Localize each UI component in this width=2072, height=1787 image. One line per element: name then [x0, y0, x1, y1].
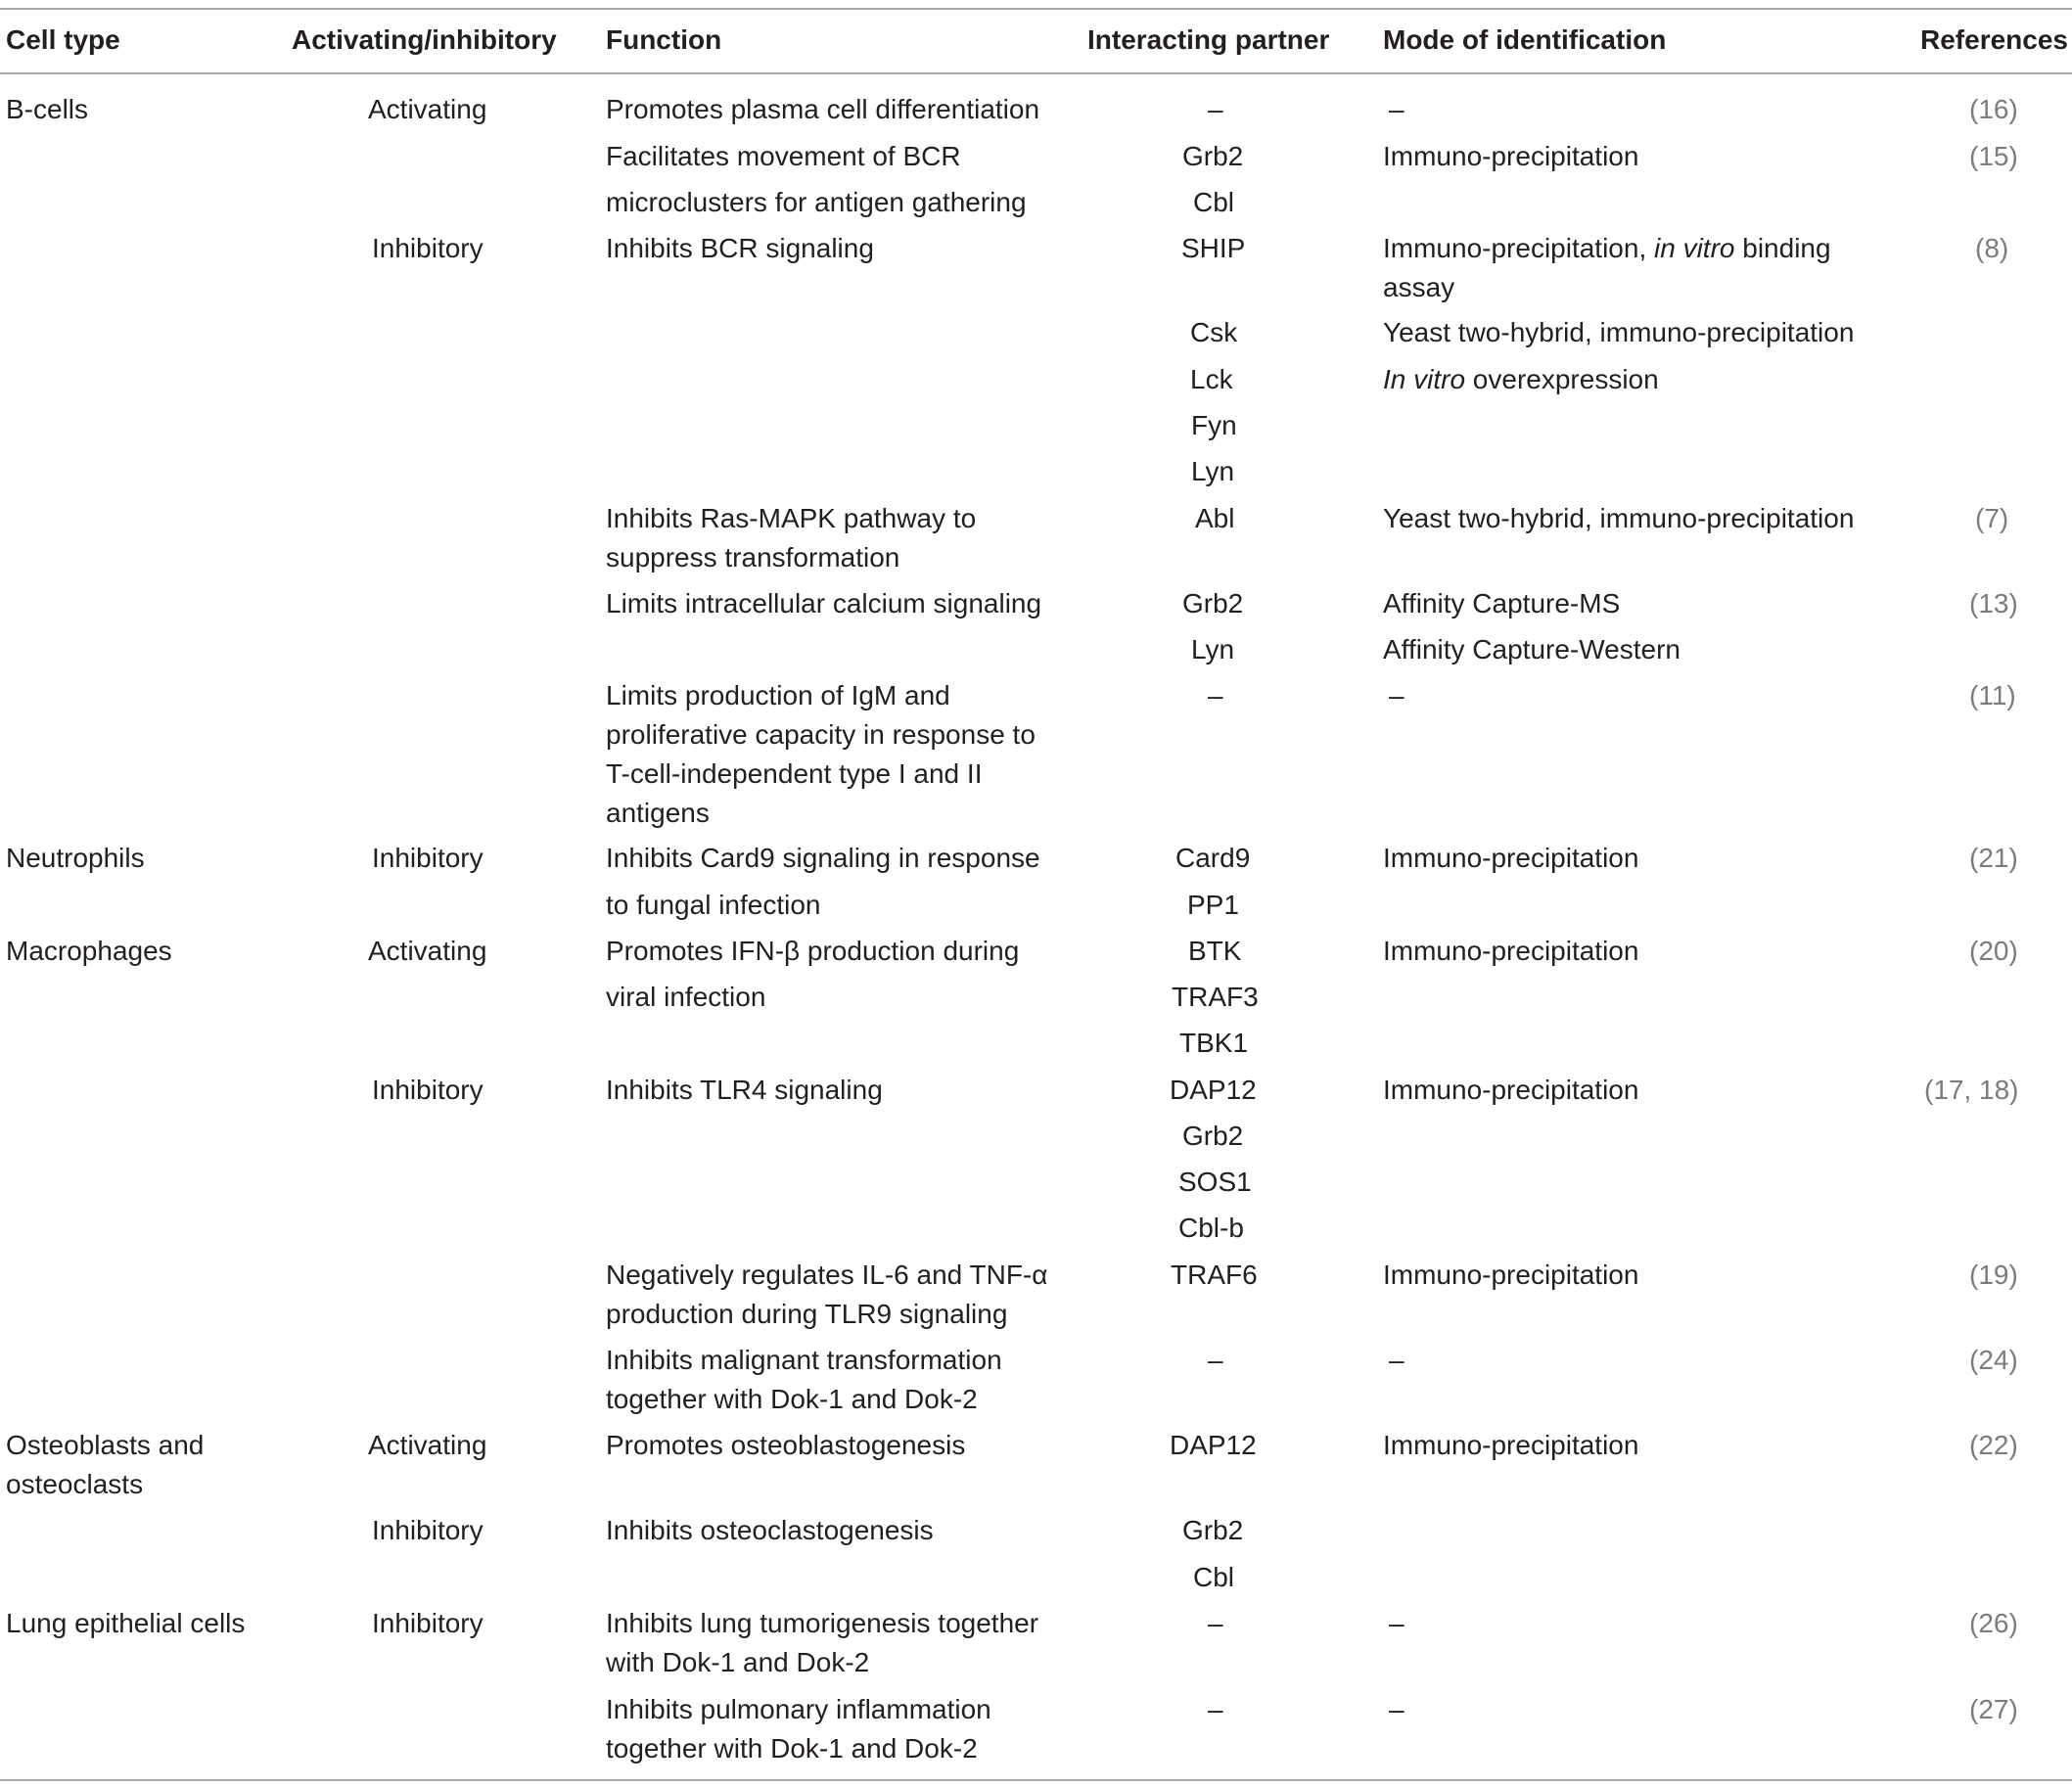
partner-text: PP1: [1187, 890, 1239, 920]
partner-text: Grb2: [1182, 141, 1244, 171]
partner-text: TBK1: [1179, 1028, 1249, 1058]
function-text: T-cell-independent type I and II: [606, 758, 983, 789]
activity-label: Inhibitory: [372, 1608, 483, 1638]
reference-text: (27): [1969, 1694, 2018, 1724]
activity-label: Inhibitory: [372, 233, 483, 263]
top-rule: [0, 8, 2072, 10]
activity-label: Activating: [368, 936, 487, 966]
function-text: Promotes plasma cell differentiation: [606, 94, 1040, 124]
function-text: viral infection: [606, 982, 766, 1012]
header-references: References: [1920, 24, 2068, 55]
mode-text: assay: [1383, 272, 1455, 302]
cell-type-osteo: Osteoblasts and: [6, 1430, 205, 1460]
mode-text: Immuno-precipitation: [1383, 843, 1639, 873]
function-text: production during TLR9 signaling: [606, 1299, 1008, 1329]
mode-text: Yeast two-hybrid, immuno-precipitation: [1383, 503, 1855, 533]
activity-label: Inhibitory: [372, 843, 483, 873]
function-text: Inhibits osteoclastogenesis: [606, 1515, 934, 1545]
reference-text: (20): [1969, 936, 2018, 966]
function-text: Inhibits TLR4 signaling: [606, 1075, 883, 1105]
mode-text: Affinity Capture-Western: [1383, 634, 1681, 664]
mode-text-italic: in vitro: [1654, 233, 1735, 263]
cell-type-osteo: osteoclasts: [6, 1469, 144, 1499]
partner-text: Cbl-b: [1178, 1213, 1244, 1243]
reference-text: (17, 18): [1924, 1075, 2019, 1105]
cell-type-lung: Lung epithelial cells: [6, 1608, 246, 1638]
mode-text: [1383, 360, 1659, 399]
partner-text: DAP12: [1170, 1430, 1257, 1460]
mode-text: –: [1389, 1694, 1404, 1724]
cell-type-bcells: B-cells: [6, 94, 89, 124]
cell-type-neutrophils: Neutrophils: [6, 843, 145, 873]
function-text: Promotes osteoblastogenesis: [606, 1430, 966, 1460]
reference-text: (21): [1969, 843, 2018, 873]
mode-text: Immuno-precipitation: [1383, 1430, 1639, 1460]
reference-text: (26): [1969, 1608, 2018, 1638]
activity-label: Activating: [368, 94, 487, 124]
mode-text: [1383, 229, 1831, 268]
reference-text: (11): [1969, 680, 2016, 710]
function-text: Promotes IFN-β production during: [606, 936, 1020, 966]
reference-text: (8): [1975, 233, 2009, 263]
partner-text: TRAF3: [1172, 982, 1259, 1012]
partner-text: –: [1208, 680, 1223, 710]
partner-text: Csk: [1190, 317, 1238, 347]
mode-text-part: binding: [1734, 233, 1831, 263]
function-text: Inhibits lung tumorigenesis together: [606, 1608, 1039, 1638]
activity-label: Activating: [368, 1430, 487, 1460]
partner-text: SHIP: [1181, 233, 1246, 263]
header-mode-of-identification: Mode of identification: [1383, 24, 1667, 55]
reference-text: (16): [1969, 94, 2018, 124]
function-text: Inhibits Ras-MAPK pathway to: [606, 503, 977, 533]
reference-text: (7): [1975, 503, 2009, 533]
header-interacting-partner: Interacting partner: [1087, 24, 1330, 55]
mode-text-italic: In vitro: [1383, 364, 1466, 394]
mode-text: Yeast two-hybrid, immuno-precipitation: [1383, 317, 1855, 347]
partner-text: Grb2: [1182, 588, 1244, 619]
partner-text: Grb2: [1182, 1515, 1244, 1545]
partner-text: –: [1208, 1694, 1223, 1724]
partner-text: Abl: [1195, 503, 1235, 533]
mode-text: Immuno-precipitation: [1383, 1260, 1639, 1290]
reference-text: (15): [1969, 141, 2018, 171]
header-rule: [0, 72, 2072, 74]
activity-label: Inhibitory: [372, 1075, 483, 1105]
mode-text: –: [1389, 680, 1404, 710]
activity-label: Inhibitory: [372, 1515, 483, 1545]
function-text: Limits production of IgM and: [606, 680, 950, 710]
function-text: Inhibits BCR signaling: [606, 233, 874, 263]
partner-text: Lck: [1190, 364, 1233, 394]
partner-text: TRAF6: [1171, 1260, 1258, 1290]
header-activating-inhibitory: Activating/inhibitory: [292, 24, 557, 55]
bottom-rule: [0, 1779, 2072, 1781]
partner-text: DAP12: [1170, 1075, 1257, 1105]
function-text: antigens: [606, 798, 710, 828]
partner-text: BTK: [1188, 936, 1242, 966]
function-text: Facilitates movement of BCR: [606, 141, 961, 171]
partner-text: Cbl: [1193, 187, 1235, 217]
partner-text: –: [1208, 94, 1223, 124]
mode-text: –: [1389, 1345, 1404, 1375]
function-text: Inhibits pulmonary inflammation: [606, 1694, 991, 1724]
partner-text: Lyn: [1191, 634, 1235, 664]
partner-text: Grb2: [1182, 1121, 1244, 1151]
function-text: Inhibits Card9 signaling in response: [606, 843, 1040, 873]
mode-text: –: [1389, 94, 1404, 124]
function-text: together with Dok-1 and Dok-2: [606, 1384, 978, 1414]
reference-text: (13): [1969, 588, 2018, 619]
reference-text: (19): [1969, 1260, 2018, 1290]
cell-type-macrophages: Macrophages: [6, 936, 172, 966]
header-cell-type: Cell type: [6, 24, 120, 55]
mode-text: Affinity Capture-MS: [1383, 588, 1621, 619]
mode-text-part: overexpression: [1465, 364, 1659, 394]
partner-text: Card9: [1175, 843, 1251, 873]
function-text: to fungal infection: [606, 890, 821, 920]
partner-text: Fyn: [1191, 410, 1237, 440]
reference-text: (22): [1969, 1430, 2018, 1460]
function-text: Negatively regulates IL-6 and TNF-α: [606, 1260, 1048, 1290]
function-text: microclusters for antigen gathering: [606, 187, 1027, 217]
partner-text: –: [1208, 1345, 1223, 1375]
function-text: together with Dok-1 and Dok-2: [606, 1733, 978, 1764]
partner-text: Cbl: [1193, 1562, 1235, 1592]
reference-text: (24): [1969, 1345, 2018, 1375]
mode-text-part: Immuno-precipitation,: [1383, 233, 1655, 263]
function-text: Inhibits malignant transformation: [606, 1345, 1002, 1375]
partner-text: –: [1208, 1608, 1223, 1638]
function-text: with Dok-1 and Dok-2: [606, 1647, 870, 1677]
mode-text: Immuno-precipitation: [1383, 936, 1639, 966]
mode-text: Immuno-precipitation: [1383, 141, 1639, 171]
mode-text: –: [1389, 1608, 1404, 1638]
partner-text: Lyn: [1191, 456, 1235, 486]
mode-text: Immuno-precipitation: [1383, 1075, 1639, 1105]
function-text: proliferative capacity in response to: [606, 719, 1036, 750]
function-text: Limits intracellular calcium signaling: [606, 588, 1042, 619]
partner-text: SOS1: [1178, 1167, 1252, 1197]
header-function: Function: [606, 24, 722, 55]
function-text: suppress transformation: [606, 542, 900, 573]
